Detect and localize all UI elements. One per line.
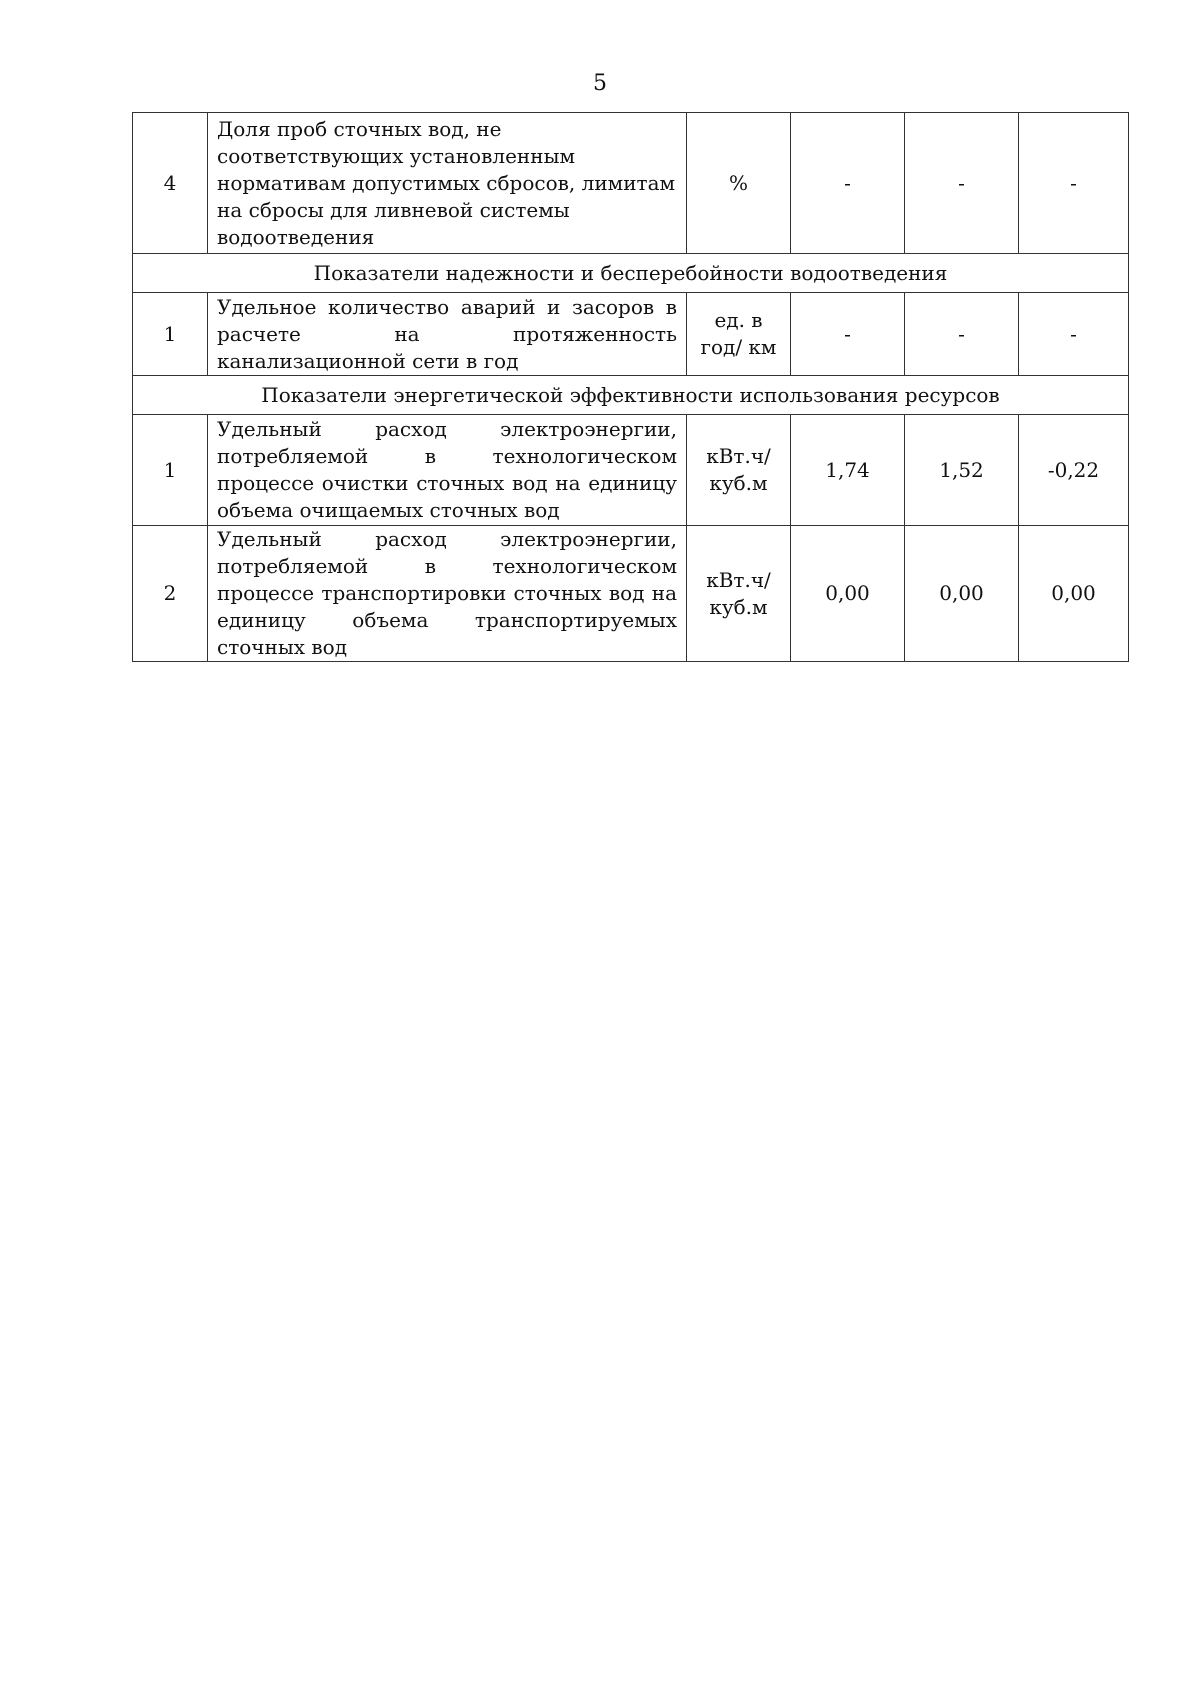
row-number: 1: [133, 293, 208, 376]
value-cell-2: 0,00: [905, 526, 1019, 662]
value-cell-3: -: [1019, 113, 1129, 254]
page-number: 5: [593, 71, 607, 96]
unit-line-2: год/ км: [700, 335, 777, 359]
value-cell-1: 1,74: [791, 415, 905, 526]
section-heading-reliability: Показатели надежности и бесперебойности водоотведения: [133, 254, 1129, 293]
value-cell-3: -: [1019, 293, 1129, 376]
row-number: 4: [133, 113, 208, 254]
unit-line-2: куб.м: [709, 471, 768, 495]
indicator-description: Доля проб сточных вод, не соответствующих установленным нормативам допустимых сбросов, лимитам на сбросы для ливневой системы водоотведения: [208, 113, 687, 254]
unit-cell: [687, 293, 791, 376]
section-row-reliability: [133, 254, 1129, 293]
unit-cell: [687, 415, 791, 526]
unit-line-1: ед. в: [714, 308, 763, 332]
table-row: [133, 415, 1129, 526]
value-cell-3: 0,00: [1019, 526, 1129, 662]
value-cell-3: -0,22: [1019, 415, 1129, 526]
table-row: [133, 526, 1129, 662]
indicator-description: Удельный расход электроэнергии, потребляемой в технологическом процессе транспортировки сточных вод на единицу объема транспортируемых сточных вод: [208, 526, 687, 662]
unit-line-1: кВт.ч/: [706, 567, 771, 592]
value-cell-2: 1,52: [905, 415, 1019, 526]
indicator-description: Удельный расход электроэнергии, потребляемой в технологическом процессе очистки сточных вод на единицу объема очищаемых сточных вод: [208, 415, 687, 526]
value-cell-1: -: [791, 293, 905, 376]
value-cell-2: -: [905, 293, 1019, 376]
row-number: 1: [133, 415, 208, 526]
unit-cell: %: [687, 113, 791, 254]
row-number: 2: [133, 526, 208, 662]
value-cell-1: 0,00: [791, 526, 905, 662]
unit-cell: [687, 526, 791, 662]
indicators-table: [132, 112, 1129, 662]
value-cell-2: -: [905, 113, 1019, 254]
unit-line-1: кВт.ч/: [706, 444, 771, 468]
section-heading-energy: Показатели энергетической эффективности использования ресурсов: [133, 376, 1129, 415]
section-row-energy: [133, 376, 1129, 415]
unit-line-2: куб.м: [709, 594, 768, 619]
indicator-description: Удельное количество аварий и засоров в расчете на протяженность канализационной сети в год: [208, 293, 687, 376]
value-cell-1: -: [791, 113, 905, 254]
table-row: [133, 293, 1129, 376]
table-row: [133, 113, 1129, 254]
